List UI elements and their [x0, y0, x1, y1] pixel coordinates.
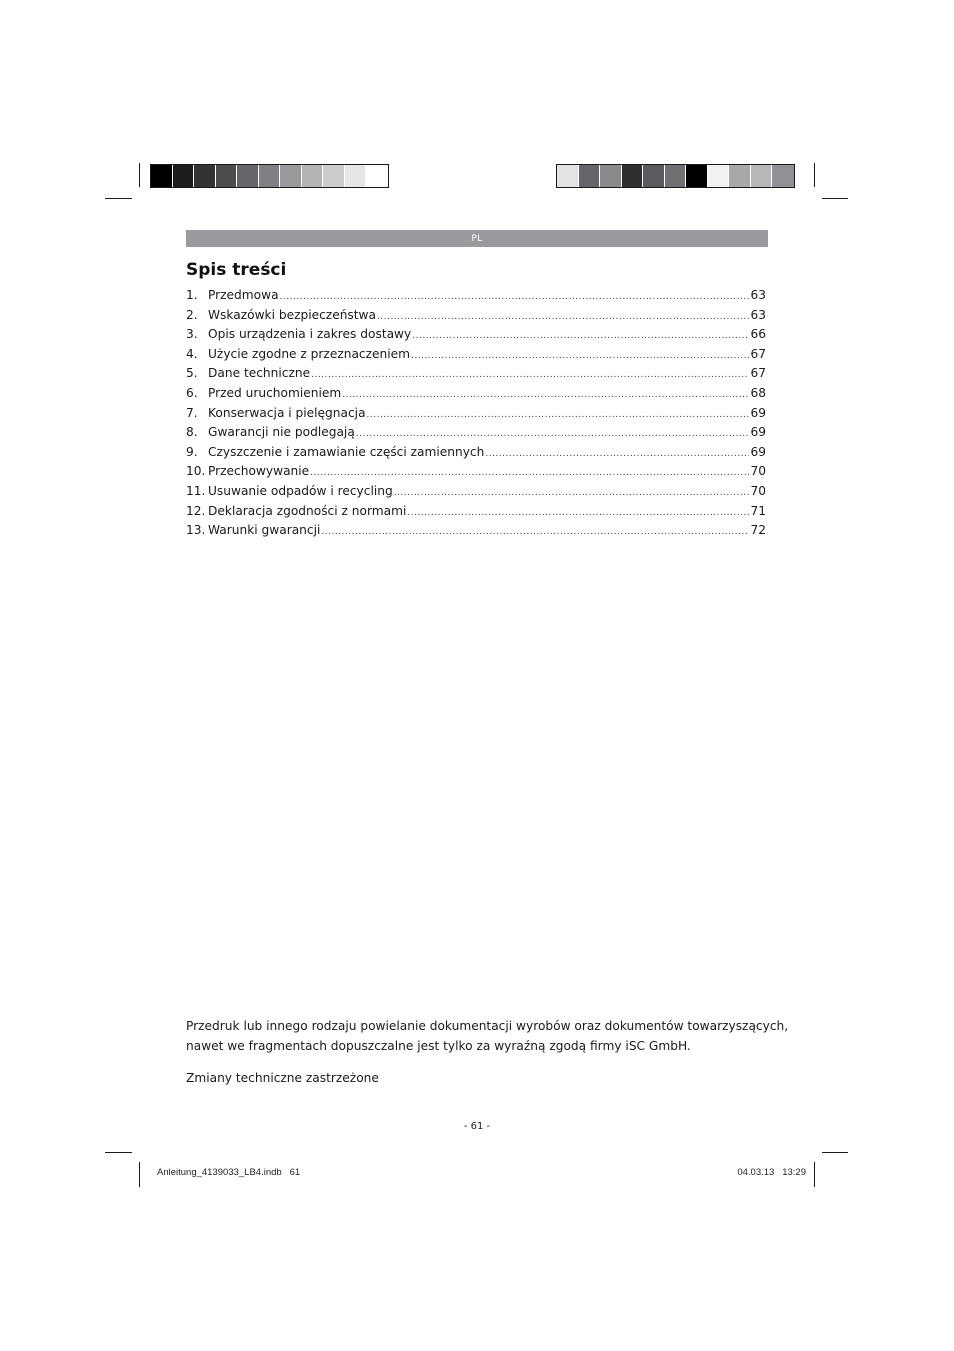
toc-entry[interactable] [186, 347, 766, 367]
color-swatch [302, 165, 324, 187]
crop-mark [822, 198, 848, 199]
toc-entry-label: Przedmowa [208, 288, 279, 302]
color-swatch [345, 165, 367, 187]
crop-mark [105, 198, 132, 199]
language-code: PL [471, 233, 483, 244]
toc-entry[interactable] [186, 327, 766, 347]
toc-entry[interactable] [186, 366, 766, 386]
toc-leader-dots [321, 527, 749, 537]
color-calibration-bar-right [556, 164, 795, 188]
toc-leader-dots [310, 468, 749, 478]
toc-entry-page: 70 [750, 464, 766, 479]
toc-entry-number: 10. [186, 464, 206, 479]
toc-entry[interactable] [186, 288, 766, 308]
toc-entry-page: 69 [750, 444, 766, 459]
toc-entry[interactable] [186, 523, 766, 543]
crop-mark [105, 1152, 132, 1153]
toc-entry-page: 71 [750, 503, 766, 518]
toc-entry-number: 7. [186, 405, 198, 420]
color-swatch [751, 165, 773, 187]
toc-entry-page: 72 [750, 523, 766, 538]
toc-entry-page: 69 [750, 425, 766, 440]
toc-entry-label: Przechowywanie [208, 464, 310, 479]
copyright-notice-line: Przedruk lub innego rodzaju powielanie dokumentacji wyrobów oraz dokumentów towarzyszących, [186, 1019, 789, 1033]
color-swatch [557, 165, 579, 187]
toc-entry-number: 3. [186, 327, 198, 342]
slug-date-time: 04.03.13 13:29 [737, 1167, 806, 1178]
toc-entry-page: 63 [750, 288, 766, 302]
toc-entry[interactable] [186, 484, 766, 504]
table-of-contents [186, 288, 766, 543]
color-swatch [216, 165, 238, 187]
toc-leader-dots [412, 331, 749, 341]
toc-entry-label: Użycie zgodne z przeznaczeniem [208, 346, 410, 361]
page-title: Spis treści [186, 260, 287, 280]
toc-entry[interactable] [186, 504, 766, 524]
toc-entry-page: 68 [750, 385, 766, 400]
toc-entry-number: 5. [186, 366, 198, 381]
toc-entry-number: 11. [186, 483, 206, 498]
language-bar [186, 230, 768, 247]
toc-entry-label: Konserwacja i pielęgnacja [208, 405, 366, 420]
toc-entry-page: 70 [750, 483, 766, 498]
toc-leader-dots [311, 370, 749, 380]
color-swatch [323, 165, 345, 187]
toc-entry[interactable] [186, 425, 766, 445]
crop-mark [822, 1152, 848, 1153]
color-swatch [772, 165, 794, 187]
toc-entry-label: Usuwanie odpadów i recycling [208, 483, 393, 498]
toc-entry[interactable] [186, 464, 766, 484]
toc-entry-number: 9. [186, 444, 198, 459]
toc-entry-number: 6. [186, 385, 198, 400]
toc-entry-number: 1. [186, 288, 198, 302]
toc-entry[interactable] [186, 406, 766, 426]
toc-entry-number: 13. [186, 523, 206, 538]
toc-entry[interactable] [186, 445, 766, 465]
toc-leader-dots [407, 508, 749, 518]
toc-entry-label: Gwarancji nie podlegają [208, 425, 355, 440]
toc-entry[interactable] [186, 386, 766, 406]
color-swatch [643, 165, 665, 187]
toc-entry-number: 2. [186, 307, 198, 322]
toc-leader-dots [367, 410, 750, 420]
toc-leader-dots [356, 429, 750, 439]
color-calibration-bar-left [150, 164, 389, 188]
color-swatch [237, 165, 259, 187]
toc-entry-label: Deklaracja zgodności z normami [208, 503, 407, 518]
color-swatch [579, 165, 601, 187]
color-swatch [622, 165, 644, 187]
color-swatch [729, 165, 751, 187]
toc-entry-page: 63 [750, 307, 766, 322]
color-swatch [259, 165, 281, 187]
toc-leader-dots [342, 390, 749, 400]
color-swatch [173, 165, 195, 187]
toc-entry-page: 67 [750, 366, 766, 381]
page-number: - 61 - [463, 1121, 491, 1132]
crop-mark [139, 163, 140, 187]
toc-entry-number: 4. [186, 346, 198, 361]
toc-leader-dots [411, 351, 749, 361]
toc-leader-dots [485, 449, 749, 459]
toc-entry-label: Przed uruchomieniem [208, 385, 342, 400]
slug-file-info: Anleitung_4139033_LB4.indb 61 [157, 1167, 301, 1178]
color-swatch [686, 165, 708, 187]
toc-entry-label: Warunki gwarancji [208, 523, 321, 538]
toc-entry-label: Wskazówki bezpieczeństwa [208, 307, 376, 322]
toc-entry[interactable] [186, 308, 766, 328]
toc-leader-dots [377, 312, 749, 322]
toc-entry-label: Opis urządzenia i zakres dostawy [208, 327, 412, 342]
copyright-notice-line: nawet we fragmentach dopuszczalne jest tylko za wyraźną zgodą firmy iSC GmbH. [186, 1039, 691, 1053]
color-swatch [366, 165, 388, 187]
color-swatch [194, 165, 216, 187]
toc-entry-number: 12. [186, 503, 206, 518]
color-swatch [151, 165, 173, 187]
color-swatch [708, 165, 730, 187]
color-swatch [665, 165, 687, 187]
color-swatch [600, 165, 622, 187]
color-swatch [280, 165, 302, 187]
toc-entry-page: 67 [750, 346, 766, 361]
toc-entry-page: 66 [750, 327, 766, 342]
crop-mark [814, 1162, 815, 1187]
technical-changes-note: Zmiany techniczne zastrzeżone [186, 1071, 379, 1085]
copyright-notice [186, 1016, 788, 1056]
crop-mark [139, 1162, 140, 1187]
crop-mark [814, 163, 815, 187]
toc-entry-label: Dane techniczne [208, 366, 311, 381]
toc-entry-page: 69 [750, 405, 766, 420]
toc-leader-dots [280, 292, 750, 302]
toc-entry-number: 8. [186, 425, 198, 440]
toc-leader-dots [394, 488, 750, 498]
toc-entry-label: Czyszczenie i zamawianie części zamiennych [208, 444, 485, 459]
